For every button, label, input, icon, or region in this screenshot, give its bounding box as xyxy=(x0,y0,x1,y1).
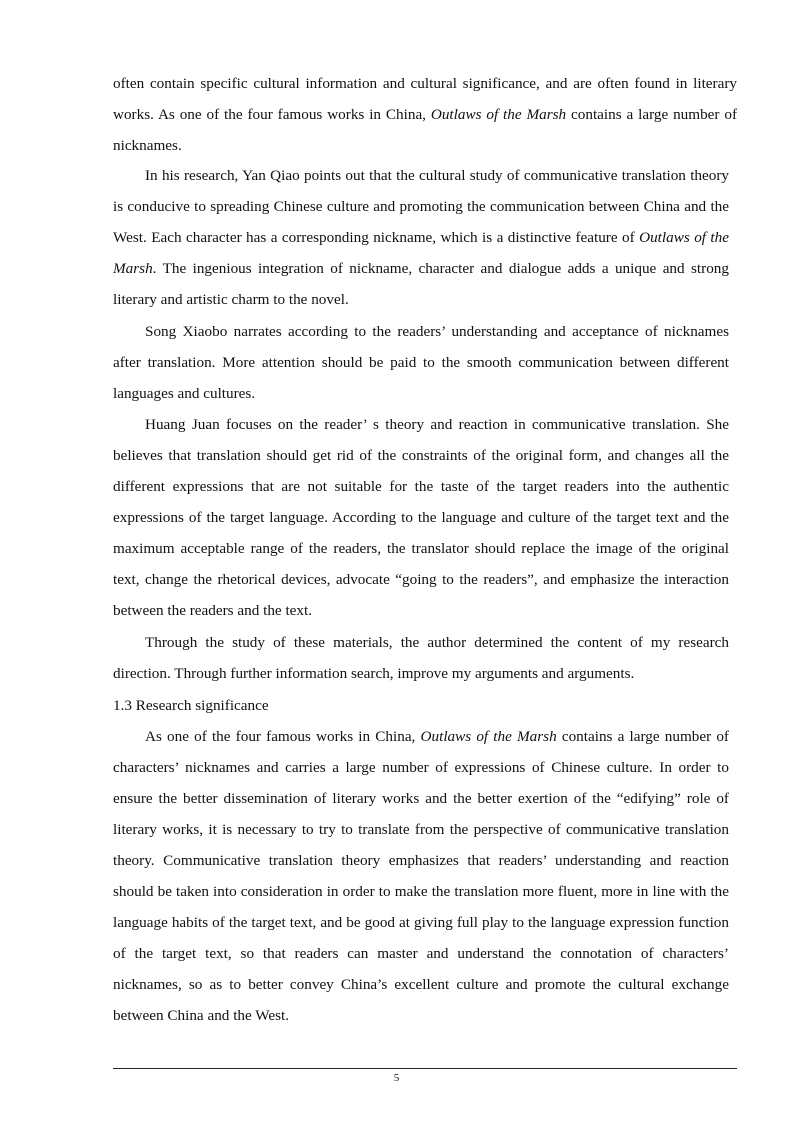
p1-text-end: contains a large number of nicknames. xyxy=(113,106,737,154)
p1-text-start: often contain specific cultural information and cultural significance, and are often found in literary works. As one of the four famous works in China, xyxy=(113,75,737,123)
paragraph-song-xiaobo: Song Xiaobo narrates according to the readers’ understanding and acceptance of nicknames after translation. More attention should be paid to the smooth communication between different languages and cultures. xyxy=(113,323,729,402)
p6-book-title: Outlaws of the Marsh xyxy=(420,728,557,745)
p2-book-title: Outlaws of the Marsh xyxy=(113,229,729,277)
paragraph-research-significance xyxy=(113,721,729,1031)
page-number: 5 xyxy=(393,1072,400,1084)
paragraph-yan-qiao xyxy=(113,160,729,315)
paragraph-huang-juan: Huang Juan focuses on the reader’ s theory and reaction in communicative translation. She believes that translation should get rid of the constraints of the original form, and changes all the different expressions that are not suitable for the taste of the target readers into the authentic expressions of the target language. According to the language and culture of the target text and the maximum acceptable range of the readers, the translator should replace the image of the original text, change the rhetorical devices, advocate “going to the readers”, and emphasize the interaction between the readers and the text. xyxy=(113,416,729,619)
p6-text-end: contains a large number of characters’ nicknames and carries a large number of expressions of Chinese culture. In order to ensure the better dissemination of literary works and the better exertion of the “edifying” role of literary works, it is necessary to try to translate from the perspective of communicative translation theory. Communicative translation theory emphasizes that readers’ understanding and reaction should be taken into consideration in order to make the translation more fluent, more in line with the language habits of the target text, and be good at giving full play to the language expression function of the target text, so that readers can master and understand the connotation of characters’ nicknames, so as to better convey China’s excellent culture and promote the cultural exchange between China and the West. xyxy=(113,728,729,1024)
p6-text-start: As one of the four famous works in China, xyxy=(145,728,421,745)
section-heading: 1.3 Research significance xyxy=(113,697,269,714)
p1-book-title: Outlaws of the Marsh xyxy=(430,106,567,123)
p2-text-end: . The ingenious integration of nickname, character and dialogue adds a unique and strong literary and artistic charm to the novel. xyxy=(113,260,729,308)
paragraph-nicknames-intro xyxy=(113,68,737,161)
p2-text-start: In his research, Yan Qiao points out that the cultural study of communicative translation theory is conducive to spreading Chinese culture and promoting the communication between China and the West. Each character has a corresponding nickname, which is a distinctive feature of xyxy=(113,167,729,246)
paragraph-through-study: Through the study of these materials, the author determined the content of my research direction. Through further information search, improve my arguments and arguments. xyxy=(113,634,729,682)
